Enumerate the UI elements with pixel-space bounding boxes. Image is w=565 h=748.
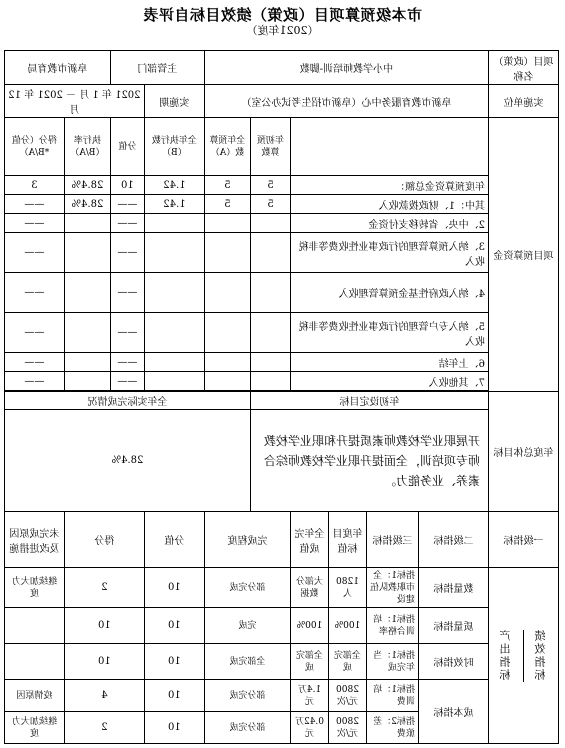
funds-row-initial	[251, 233, 291, 273]
header-weight: 分值	[110, 118, 144, 176]
funds-row-exec: 1.42	[144, 195, 204, 214]
indicator-degree: 全部完成	[204, 644, 290, 680]
header-degree: 完成程度	[204, 512, 290, 568]
funds-row-name: 4、纳入政府性基金预算管理收入	[291, 273, 489, 313]
indicator-row	[4, 644, 558, 680]
funds-row-initial	[251, 273, 291, 313]
funds-row-rate	[64, 313, 110, 353]
indicator-reason	[4, 608, 64, 644]
row-overall-body	[4, 410, 558, 512]
funds-row-rate: 28.4%	[64, 195, 110, 214]
funds-row-weight: ——	[110, 195, 144, 214]
dept-value: 阜新市教育局	[4, 51, 110, 85]
funds-row-score: ——	[4, 313, 64, 353]
indicator-row	[4, 680, 558, 712]
indicator-reason	[4, 644, 64, 680]
funds-row-weight: 10	[110, 176, 144, 195]
funds-row-budget	[204, 233, 250, 273]
funds-row-weight: ——	[110, 233, 144, 273]
indicator-score: 2	[64, 568, 144, 608]
indicator-lvl2: 数量指标	[419, 568, 489, 608]
header-full-exec: 全年执行数（B）	[144, 118, 204, 176]
indicator-score: 10	[64, 644, 144, 680]
indicator-target: 1280人	[329, 568, 367, 608]
funds-row-budget: 5	[204, 195, 250, 214]
page-title: 市本级预算项目（政策）绩效目标自评表	[143, 6, 423, 24]
indicator-weight: 10	[144, 644, 204, 680]
funds-row-weight: ——	[110, 214, 144, 233]
funds-row-name: 3、纳入预算管理的行政事业性收费等非税收入	[291, 233, 489, 273]
funds-row-budget	[204, 353, 250, 372]
funds-row-score: ——	[4, 273, 64, 313]
overall-target-header: 年初设定目标	[251, 392, 489, 410]
funds-row-rate	[64, 353, 110, 372]
funds-row-rate: 28.4%	[64, 176, 110, 195]
indicator-actual: 100%	[291, 608, 329, 644]
indicator-weight: 10	[144, 712, 204, 744]
unit-label: 实施单位	[489, 85, 559, 118]
funds-row	[4, 273, 558, 313]
indicator-lvl2: 质量指标	[419, 608, 489, 644]
overall-section-label: 年度总体目标	[489, 392, 559, 512]
overall-actual-text: 28.4%	[4, 410, 250, 512]
indicator-lvl3: 指标1：当年完成	[367, 644, 419, 680]
indicator-reason: 疫情原因	[4, 680, 64, 712]
indicator-actual: 0.42万元	[291, 712, 329, 744]
project-name-value: 中小学教师培训-脚数	[204, 51, 488, 85]
funds-row-weight: ——	[110, 273, 144, 313]
indicator-row	[4, 608, 558, 644]
project-name-label: 项目（政策）名称	[489, 51, 559, 85]
indicator-score: 10	[64, 608, 144, 644]
funds-row	[4, 233, 558, 273]
funds-name-header	[291, 118, 489, 176]
indicator-actual: 全部完成	[291, 644, 329, 680]
indicator-target: 2800元/次	[329, 680, 367, 712]
funds-row-score: 3	[4, 176, 64, 195]
funds-row-weight: ——	[110, 313, 144, 353]
indicator-weight: 10	[144, 608, 204, 644]
header-target: 年度目标值	[329, 512, 367, 568]
header-ind-score: 得分	[64, 512, 144, 568]
indicator-lvl2: 时效指标	[419, 644, 489, 680]
indicator-reason: 继续加大力度	[4, 712, 64, 744]
funds-row-name: 5、纳入专户管理的行政事业性收费等非税收入	[291, 313, 489, 353]
funds-row	[4, 214, 558, 233]
period-value: 2021 年 1 月 － 2021 年 12 月	[4, 85, 144, 118]
indicator-actual: 大部分数据	[291, 568, 329, 608]
funds-row-rate	[64, 372, 110, 391]
funds-row-weight: ——	[110, 353, 144, 372]
overall-target-text: 开展职业学校教师素质提升和职业学校教师专项培训，全面提升职业学校教师综合素养、业务能力。	[251, 410, 489, 512]
header-ind-weight: 分值	[144, 512, 204, 568]
funds-row-name: 2、中央、省转移支付资金	[291, 214, 489, 233]
funds-row-budget: 5	[204, 176, 250, 195]
funds-row-rate	[64, 233, 110, 273]
funds-row-rate	[64, 214, 110, 233]
header-lvl2: 二级指标	[419, 512, 489, 568]
indicator-degree: 部分完成	[204, 712, 290, 744]
overall-actual-header: 全年实际完成情况	[4, 392, 250, 410]
header-lvl1: 一级指标	[489, 512, 559, 568]
funds-row-budget	[204, 214, 250, 233]
funds-row-initial	[251, 372, 291, 391]
indicator-section-label: 绩效指标	[534, 629, 547, 682]
evaluation-table	[4, 50, 559, 744]
funds-row-exec	[144, 353, 204, 372]
header-actual: 全年完成值	[291, 512, 329, 568]
indicator-score: 4	[64, 680, 144, 712]
indicator-weight: 10	[144, 568, 204, 608]
unit-value: 阜新市教育服务中心（阜新市招生考试办公室）	[204, 85, 488, 118]
funds-section-label: 项目预算资金	[489, 118, 559, 392]
row-overall-header	[4, 392, 558, 410]
indicator-target: 全部完成	[329, 644, 367, 680]
indicator-actual: 1.4万元	[291, 680, 329, 712]
funds-row-name: 7、其他收入	[291, 372, 489, 391]
funds-row	[4, 313, 558, 353]
indicator-lvl3: 指标1：培训合格率	[367, 608, 419, 644]
funds-row-initial: 5	[251, 195, 291, 214]
funds-row-initial	[251, 353, 291, 372]
page-subtitle: （2021年度）	[246, 24, 319, 37]
funds-row-name: 6、上年结	[291, 353, 489, 372]
funds-row-budget	[204, 273, 250, 313]
funds-row-budget	[204, 313, 250, 353]
funds-row-initial	[251, 214, 291, 233]
indicator-target: 100%	[329, 608, 367, 644]
funds-row-exec	[144, 233, 204, 273]
funds-row-score: ——	[4, 353, 64, 372]
funds-row-exec: 1.42	[144, 176, 204, 195]
header-reason: 未完成原因及改进措施	[4, 512, 64, 568]
header-full-budget: 全年预算数（A）	[204, 118, 250, 176]
header-score: 得分（分值*B/A）	[4, 118, 64, 176]
funds-row-name: 年度预算资金总额：	[291, 176, 489, 195]
row-indicator-header	[4, 512, 558, 568]
header-lvl3: 三级指标	[367, 512, 419, 568]
indicator-section-cell	[489, 568, 559, 744]
funds-row	[4, 372, 558, 391]
indicator-degree: 部分完成	[204, 568, 290, 608]
funds-row	[4, 176, 558, 195]
indicator-lvl2: 成本指标	[419, 680, 489, 744]
funds-row-exec	[144, 214, 204, 233]
funds-row-name: 其中：1、财政拨款收入	[291, 195, 489, 214]
funds-row-exec	[144, 372, 204, 391]
funds-row-budget	[204, 372, 250, 391]
funds-row-score: ——	[4, 214, 64, 233]
row-unit	[4, 85, 558, 118]
funds-row-score: ——	[4, 195, 64, 214]
indicator-lvl3: 指标1：全市职教队伍建设	[367, 568, 419, 608]
output-label: 产出指标	[499, 629, 512, 682]
indicator-lvl3: 指标2：差旅费	[367, 712, 419, 744]
header-initial: 年初预算数	[251, 118, 291, 176]
header-exec-rate: 执行率（B/A）	[64, 118, 110, 176]
indicator-weight: 10	[144, 680, 204, 712]
indicator-target: 2800元/次	[329, 712, 367, 744]
row-funds-header	[4, 118, 558, 176]
funds-row-weight: ——	[110, 372, 144, 391]
funds-row-score: ——	[4, 372, 64, 391]
indicator-degree: 完成	[204, 608, 290, 644]
funds-row	[4, 195, 558, 214]
funds-row-rate	[64, 273, 110, 313]
indicator-row	[4, 568, 558, 608]
row-project-name	[4, 51, 558, 85]
funds-row-exec	[144, 313, 204, 353]
funds-row-initial: 5	[251, 176, 291, 195]
indicator-degree: 部分完成	[204, 680, 290, 712]
indicator-reason: 继续加大力度	[4, 568, 64, 608]
funds-row-score: ——	[4, 233, 64, 273]
indicator-score: 2	[64, 712, 144, 744]
funds-row-initial	[251, 313, 291, 353]
period-label: 实施期	[144, 85, 204, 118]
indicator-lvl3: 指标1：培训费	[367, 680, 419, 712]
dept-label: 主管部门	[110, 51, 204, 85]
funds-row-exec	[144, 273, 204, 313]
funds-row	[4, 353, 558, 372]
